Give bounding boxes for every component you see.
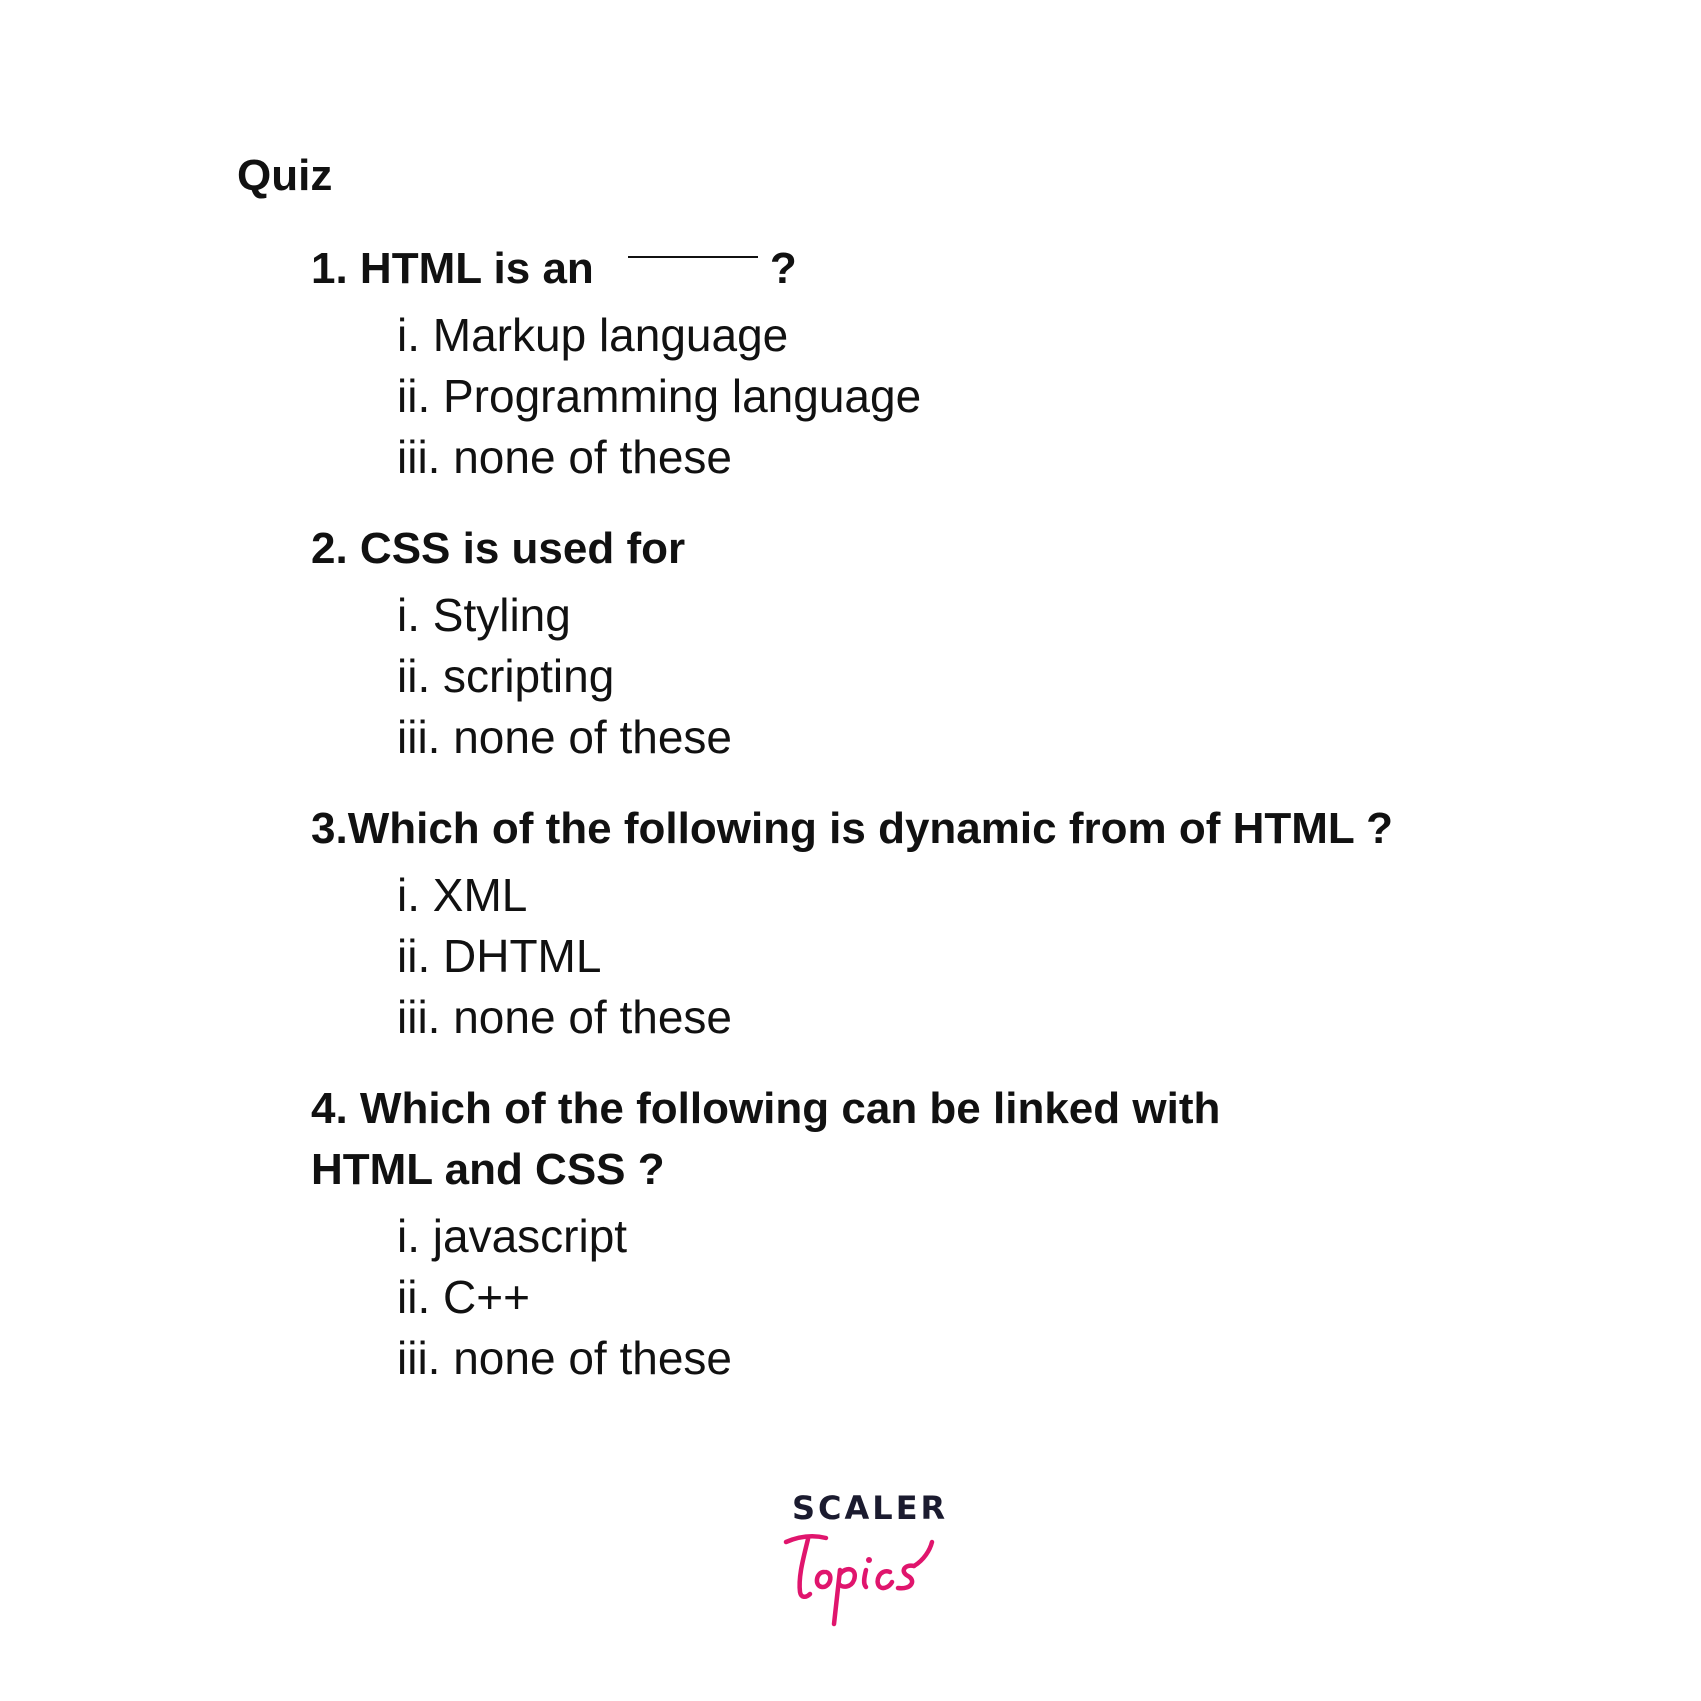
option-item: i. Styling	[397, 589, 571, 641]
question-3	[311, 798, 1511, 1048]
question-suffix: ?	[769, 244, 797, 293]
option-item: i. Markup language	[397, 309, 789, 361]
question-text	[311, 1078, 1511, 1200]
question-list	[311, 238, 1511, 1419]
option-item: iii. none of these	[397, 711, 733, 763]
option-list	[397, 305, 1511, 488]
option-item: iii. none of these	[397, 431, 733, 483]
option-item: ii. scripting	[397, 650, 615, 702]
question-prefix: 1. HTML is an	[311, 244, 594, 293]
brand-logo	[780, 1489, 949, 1630]
topics-script-logo	[780, 1520, 940, 1630]
option-item: ii. DHTML	[397, 930, 602, 982]
question-line-2: HTML and CSS ?	[311, 1145, 665, 1194]
question-2	[311, 518, 1511, 768]
page-title: Quiz	[237, 151, 333, 200]
option-item: ii. C++	[397, 1271, 530, 1323]
option-item: i. javascript	[397, 1210, 628, 1262]
option-list	[397, 865, 1511, 1048]
question-line-1: 4. Which of the following can be linked with	[311, 1084, 1221, 1133]
option-item: ii. Programming language	[397, 370, 922, 422]
question-text: 2. CSS is used for	[311, 524, 686, 573]
option-item: iii. none of these	[397, 1332, 733, 1384]
option-list	[397, 1206, 1511, 1389]
question-text: 3.Which of the following is dynamic from of HTML ?	[311, 804, 1394, 853]
option-list	[397, 585, 1511, 768]
question-1	[311, 238, 1511, 488]
question-4	[311, 1078, 1511, 1389]
brand-name: SCALER	[792, 1489, 949, 1527]
option-item: iii. none of these	[397, 991, 733, 1043]
answer-blank	[628, 256, 758, 258]
option-item: i. XML	[397, 869, 528, 921]
question-text	[311, 238, 1511, 299]
